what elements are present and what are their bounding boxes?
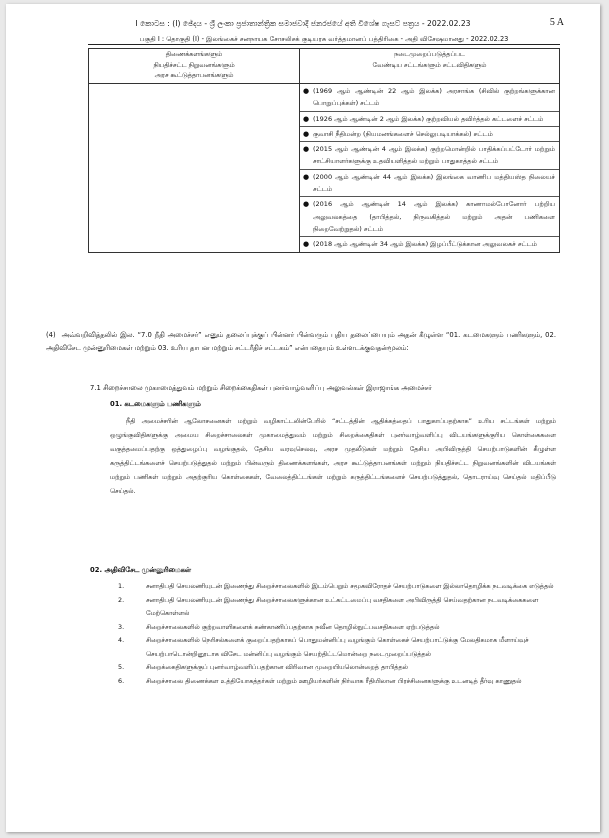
bullet-icon: ● bbox=[303, 87, 310, 95]
priority-item: 3. சிறைச்சாலைகளில் குற்றவாளிகளைக் கண்காணிப்பதற்காக நவீன தொழில்நுட்பவசதிகளை ஏற்படுத்தல் bbox=[118, 622, 440, 631]
header-line-tamil: பகுதி I : தொகுதி (I) - இலங்கைச் சனநாயக சோசலிசக் குடியரசு வர்த்தமானப் பத்திரிகை - அதி விசேஷமானது - 2022.02.23 bbox=[139, 35, 509, 43]
act-item bbox=[300, 84, 559, 112]
departments-cell bbox=[89, 84, 300, 253]
col2-header-line: வேண்டிய சட்டங்களும் சட்டவிதிகளும் bbox=[372, 60, 487, 69]
header-rule bbox=[88, 44, 560, 45]
act-text: (1969 ஆம் ஆண்டின் 22 ஆம் இலக்க) அரசாங்க (சிவில் குற்றங்களுக்கான பொறுப்புக்கள்) சட்டம் bbox=[313, 87, 555, 108]
col1-header bbox=[89, 49, 300, 84]
bullet-icon: ● bbox=[303, 145, 310, 154]
bullet-icon: ● bbox=[303, 129, 310, 138]
act-item bbox=[300, 170, 559, 198]
act-item bbox=[300, 127, 559, 142]
act-text: (2000 ஆம் ஆண்டின் 44 ஆம் இலக்க) இலங்கை வாணிப மத்தியஸ்த நிலையச் சட்டம் bbox=[313, 172, 555, 194]
priority-text: சனாதிபதி செயலணியுடன் இணைந்து சிறைச்சாலைகளுக்கான உட்கட்டமைப்பு வசதிகளை அபிவிருத்தி செய்வதற்கான நடவடிக்கைகளை மேற்கொள்ளல் bbox=[146, 595, 539, 617]
acts-table bbox=[88, 48, 560, 253]
paragraph-text: அவ்வறிவித்தலில் இல. “7.0 நீதி அமைச்சர்” எனும் தலைப்புக்குப் பின்னர் பின்வரும் புதிய தலைப்பையும் அதன் கீழுள்ள “01. கடமைகளும் பணிகளும், 02. அதிவிசேட முன்னுரிமைகள் மற்றும் 03. உரிய தாபன மற்றும் சட்டரீதிச் சட்டகம்” என்பதையும் உள்ளடக்குவதன்மூலம்: bbox=[46, 331, 556, 352]
priority-item: 2. சனாதிபதி செயலணியுடன் இணைந்து சிறைச்சாலைகளுக்கான உட்கட்டமைப்பு வசதிகளை அபிவிருத்தி செய்வதற்கான நடவடிக்கைகளை மேற்கொள்ளல் bbox=[118, 595, 539, 617]
act-item bbox=[300, 142, 559, 170]
section-01-title: 01. கடமைகளும் பணிகளும் bbox=[110, 400, 201, 408]
gazette-page bbox=[6, 4, 600, 832]
priority-item: 5. சிறைக்கைதிகளுக்குப் புனர்வாழ்வளிப்பதற்கான விரிவான முறையியலொன்றைத் தாபித்தல் bbox=[118, 663, 408, 672]
priority-text: சிறைச்சாலைகளில் குற்றவாளிகளைக் கண்காணிப்பதற்காக நவீன தொழில்நுட்பவசதிகளை ஏற்படுத்தல் bbox=[146, 622, 440, 631]
priority-text: சிறைச்சாலைகளில் நெரிசல்களைக் குறைப்பதற்காகப் பொதுமன்னிப்பு வழங்கும் கொள்கைச் செயற்பாட்டுக்கு மேலதிகமாக மீளாய்வுச் செயற்பாடொன்றினூடாக விசேட மன்னிப்பு வழங்கும் செயற்திட்டமொன்றை நடைமுறைப்படுத்தல் bbox=[146, 636, 529, 658]
bullet-icon: ● bbox=[303, 114, 310, 123]
bullet-icon: ● bbox=[303, 240, 310, 249]
priority-item: 4. சிறைச்சாலைகளில் நெரிசல்களைக் குறைப்பதற்காகப் பொதுமன்னிப்பு வழங்கும் கொள்கைச் செயற்பாட்டுக்கு மேலதிகமாக மீளாய்வுச் செயற்பாடொன்றினூடாக விசேட மன்னிப்பு வழங்கும் செயற்திட்டமொன்றை நடைமுறைப்படுத்தல் bbox=[118, 636, 529, 658]
bullet-icon: ● bbox=[303, 200, 310, 209]
col1-header-line: திணைக்களங்களும் bbox=[165, 50, 223, 58]
col1-header-line: நியதிச்சட்ட நிறுவனங்களும் bbox=[153, 60, 235, 69]
col2-header-line: நடைமுறைப்படுத்தப்பட bbox=[394, 50, 465, 58]
priority-text: சனாதிபதி செயலணியுடன் இணைந்து சிறைச்சாலைகளில் இடம்பெறும் சமூகவிரோதச் செயற்பாடுகளை இல்லாதொழிக்க நடவடிக்கை எடுத்தல் bbox=[146, 582, 554, 590]
priority-item: 1. சனாதிபதி செயலணியுடன் இணைந்து சிறைச்சாலைகளில் இடம்பெறும் சமூகவிரோதச் செயற்பாடுகளை இல்லாதொழிக்க நடவடிக்கை எடுத்தல் bbox=[118, 582, 554, 590]
act-item bbox=[300, 237, 559, 251]
bullet-icon: ● bbox=[303, 172, 310, 181]
col1-header-line: அரச கூட்டுத்தாபனங்களும் bbox=[154, 71, 234, 79]
priority-text: சிறைச்சாலை திணைக்கள உத்தியோகத்தர்கள் மற்றும் ஊழியர்களின் நிர்வாக ரீதியிலான பிரச்சினைகளுக்கு உடனடித் தீர்வு காணுதல் bbox=[146, 676, 522, 685]
paragraph-number: (4) bbox=[46, 331, 56, 339]
acts-cell bbox=[300, 84, 560, 253]
page-number: 5 A bbox=[549, 17, 564, 28]
act-item bbox=[300, 112, 559, 127]
act-text: (2018 ஆம் ஆண்டின் 34 ஆம் இலக்க) இழப்பீட்டுக்கான அலுவலகச் சட்டம் bbox=[313, 240, 538, 249]
acts-list bbox=[300, 84, 559, 252]
section-02-title: 02. அதிவிசேட முன்னுரிமைகள் bbox=[90, 566, 191, 574]
header-line-sinhala: I කොටස : (I) ඡේදය - ශ්‍රී ලංකා ප්‍රජාතාන්ත්‍රික සමාජවාදී ජනරජයේ අති විශේෂ ගැසට් පත්‍රය - 2022.02.23 bbox=[135, 19, 471, 28]
paragraph-4 bbox=[46, 329, 556, 355]
col2-header bbox=[300, 49, 560, 84]
act-text: (2015 ஆம் ஆண்டின் 4 ஆம் இலக்க) குற்றமொன்றில் பாதிக்கப்பட்டோர் மற்றும் சாட்சியாளர்களுக்கு உதவியளித்தல் மற்றும் பாதுகாத்தல் சட்டம் bbox=[313, 145, 555, 166]
act-item bbox=[300, 197, 559, 237]
act-text: (2016 ஆம் ஆண்டின் 14 ஆம் இலக்க) காணாமல்போனோர் பற்றிய அலுவலகத்தை (தாபித்தல், நிருவகித்தல் மற்றும் அதன் பணிகளை நிறைவேற்றுதல்) சட்டம் bbox=[313, 200, 555, 233]
priority-item: 6. சிறைச்சாலை திணைக்கள உத்தியோகத்தர்கள் மற்றும் ஊழியர்களின் நிர்வாக ரீதியிலான பிரச்சினைகளுக்கு உடனடித் தீர்வு காணுதல் bbox=[118, 676, 522, 685]
ministry-heading: 7.1 சிறைச்சாலை முகாமைத்துவம் மற்றும் சிறைக்கைதிகள் புனர்வாழ்வளிப்பு அலுவல்கள் இராஜாங்க அமைச்சர் bbox=[90, 384, 432, 392]
act-text: (1926 ஆம் ஆண்டின் 2 ஆம் இலக்க) குற்றவியல் தவிர்த்தல் கட்டளைச் சட்டம் bbox=[313, 114, 544, 123]
section-01-body: நீதி அமைச்சரின் ஆலோசனைகள் மற்றும் வழிகாட்டலின்பேரில் “சட்டத்தின் ஆதிக்கத்தைப் பாதுகாப்பதற்காக” உரிய சட்டங்கள் மற்றும் ஒழுங்குவிதிகளுக்கு அமைய சிறைச்சாலைகள் முகாமைத்துவம் மற்றும் சிறைக்கைதிகள் புனர்வாழ்வளிப்பு விடயங்களுக்குரிய கொள்கைகளை வகுத்தமைப்பதற்கு ஒத்துழைப்பு வழங்குதல், தேசிய வரவுசெலவு, அரச முதலீடுகள் மற்றும் தேசிய அபிவிருத்தி செயற்பாடுகளின் கீழுள்ள கருத்திட்டங்களைச் செயற்படுத்துதல் மற்றும் பின்வரும் திணைக்களங்கள், அரச கூட்டுத்தாபனங்கள் மற்றும் நியதிச்சட்ட நிறுவனங்களின் விடயங்கள் மற்றும் பணிகள் மற்றும் அதற்குரிய கொள்கைகள், வேலைத்திட்டங்கள் மற்றும் கருத்திட்டங்களைச் செயற்படுத்துதல், தொடராய்வு செய்தல் மதிப்பீடு செய்தல். bbox=[110, 417, 556, 495]
priorities-list bbox=[118, 580, 556, 689]
act-text: குவாசி நீதிமன்ற (நியமனங்களைச் செல்லுபடியாக்கல்) சட்டம் bbox=[313, 129, 493, 138]
priority-text: சிறைக்கைதிகளுக்குப் புனர்வாழ்வளிப்பதற்கான விரிவான முறையியலொன்றைத் தாபித்தல் bbox=[146, 663, 408, 672]
